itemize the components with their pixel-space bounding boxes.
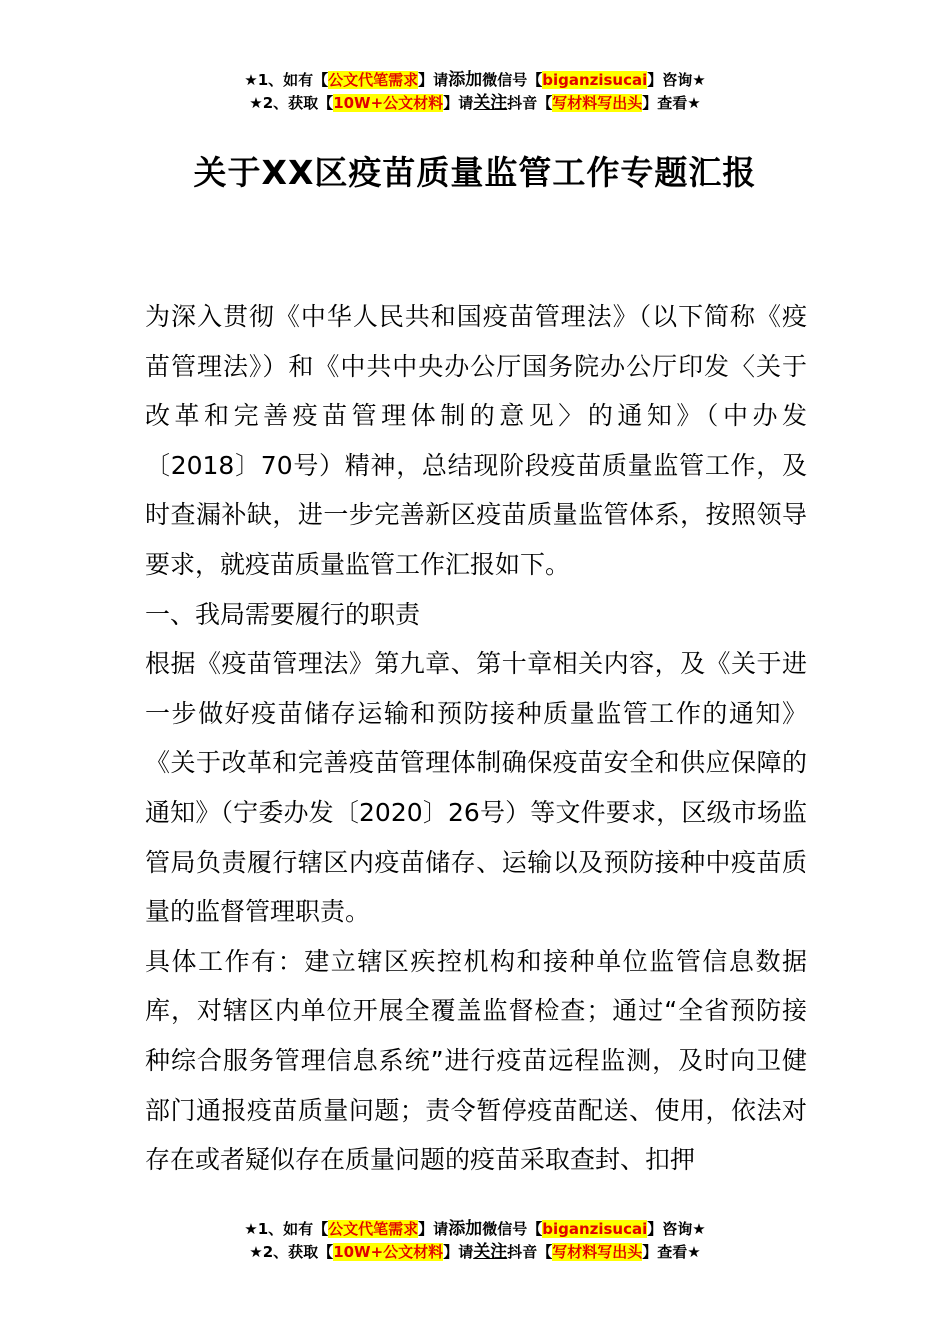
document-body	[145, 292, 807, 1185]
highlight-wechat-id: biganzisucai	[542, 71, 648, 89]
footer-banner	[0, 1218, 950, 1264]
section-heading-1: 一、我局需要履行的职责	[145, 599, 421, 629]
paragraph-duties: 根据《疫苗管理法》第九章、第十章相关内容，及《关于进一步做好疫苗储存运输和预防接种质量监管工作的通知》《关于改革和完善疫苗管理体制确保疫苗安全和供应保障的通知》（宁委办发〔2020〕26号）等文件要求，区级市场监管局负责履行辖区内疫苗储存、运输以及预防接种中疫苗质量的监督管理职责。	[145, 649, 807, 927]
footer-line-2: ★2、获取【10W+公文材料】请关注抖音【写材料写出头】查看★	[249, 1242, 701, 1262]
header-banner	[0, 69, 950, 115]
paragraph-specific-work: 具体工作有：建立辖区疾控机构和接种单位监管信息数据库，对辖区内单位开展全覆盖监督检查；通过“全省预防接种综合服务管理信息系统”进行疫苗远程监测，及时向卫健部门通报疫苗质量问题；责令暂停疫苗配送、使用，依法对存在或者疑似存在质量问题的疫苗采取查封、扣押	[145, 946, 807, 1175]
footer-highlight-douyin-id: 写材料写出头	[552, 1243, 643, 1261]
footer-highlight-wechat-id: biganzisucai	[542, 1220, 648, 1238]
banner-line-1: ★1、如有【公文代笔需求】请添加微信号【biganzisucai】咨询★	[244, 70, 706, 90]
footer-highlight-materials: 10W+公文材料	[333, 1243, 444, 1261]
footer-line-1: ★1、如有【公文代笔需求】请添加微信号【biganzisucai】咨询★	[244, 1219, 706, 1239]
banner-line-2: ★2、获取【10W+公文材料】请关注抖音【写材料写出头】查看★	[249, 93, 701, 113]
document-title: 关于XX区疫苗质量监管工作专题汇报	[193, 153, 757, 192]
footer-highlight-service: 公文代笔需求	[328, 1220, 419, 1238]
highlight-service: 公文代笔需求	[328, 71, 419, 89]
paragraph-intro: 为深入贯彻《中华人民共和国疫苗管理法》（以下简称《疫苗管理法》）和《中共中央办公厅国务院办公厅印发〈关于改革和完善疫苗管理体制的意见〉的通知》（中办发〔2018〕70号）精神，总结现阶段疫苗质量监管工作，及时查漏补缺，进一步完善新区疫苗质量监管体系，按照领导要求，就疫苗质量监管工作汇报如下。	[145, 302, 807, 579]
highlight-douyin-id: 写材料写出头	[552, 94, 643, 112]
highlight-materials: 10W+公文材料	[333, 94, 444, 112]
